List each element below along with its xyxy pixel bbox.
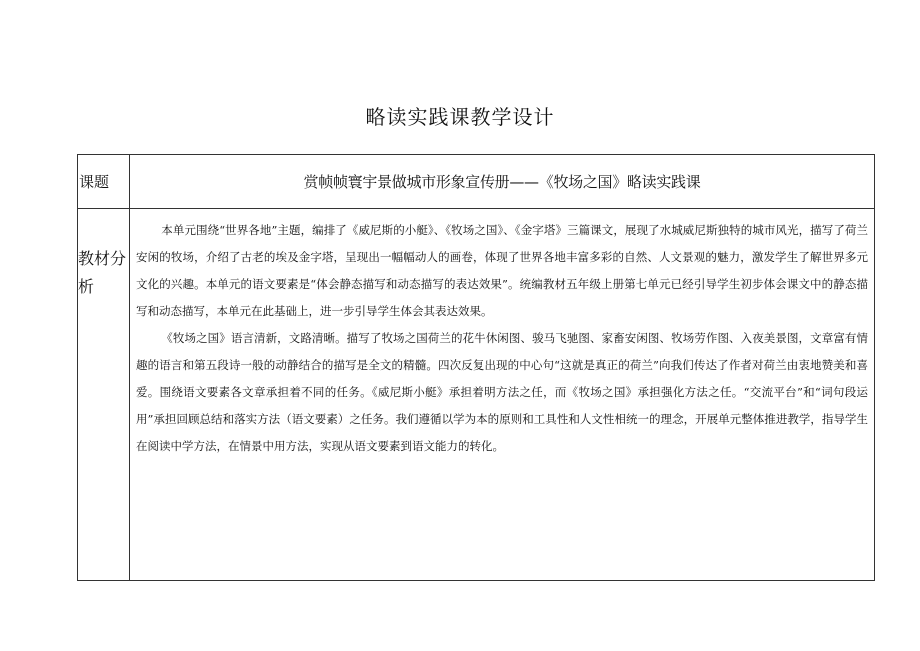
- analysis-label: 教材分析: [78, 209, 130, 581]
- analysis-content: [130, 209, 875, 581]
- analysis-paragraph: 《牧场之国》语言清新，文路清晰。描写了牧场之国荷兰的花牛休闲图、骏马飞驰图、家畜安闲图、牧场劳作图、入夜美景图，文章富有情趣的语言和第五段诗一般的动静结合的描写是全文的精髓。四次反复出现的中心句“这就是真正的荷兰”向我们传达了作者对荷兰由衷地赞美和喜爱。围绕语文要素各文章承担着不同的任务。《威尼斯小艇》承担着明方法之任，而《牧场之国》承担强化方法之任。“交流平台”和“词句段运用”承担回顾总结和落实方法（语文要素）之任务。我们遵循以学为本的原则和工具性和人文性相统一的理念，开展单元整体推进教学，指导学生在阅读中学方法，在情景中用方法，实现从语文要素到语文能力的转化。: [136, 331, 868, 453]
- topic-row: [78, 155, 875, 209]
- topic-value: 赏帧帧寰宇景做城市形象宣传册——《牧场之国》略读实践课: [130, 155, 875, 209]
- topic-label: 课题: [78, 155, 130, 209]
- document-title: 略读实践课教学设计: [365, 105, 555, 129]
- analysis-paragraph: 本单元围绕“世界各地”主题，编排了《威尼斯的小艇》、《牧场之国》、《金字塔》三篇课文，展现了水城威尼斯独特的城市风光，描写了荷兰安闲的牧场，介绍了古老的埃及金字塔，呈现出一幅幅动人的画卷，体现了世界各地丰富多彩的自然、人文景观的魅力，激发学生了解世界多元文化的兴趣。本单元的语文要素是“体会静态描写和动态描写的表达效果”。统编教材五年级上册第七单元已经引导学生初步体会课文中的静态描写和动态描写，本单元在此基础上，进一步引导学生体会其表达效果。: [136, 223, 868, 318]
- lesson-design-table: [77, 154, 875, 581]
- analysis-row: [78, 209, 875, 581]
